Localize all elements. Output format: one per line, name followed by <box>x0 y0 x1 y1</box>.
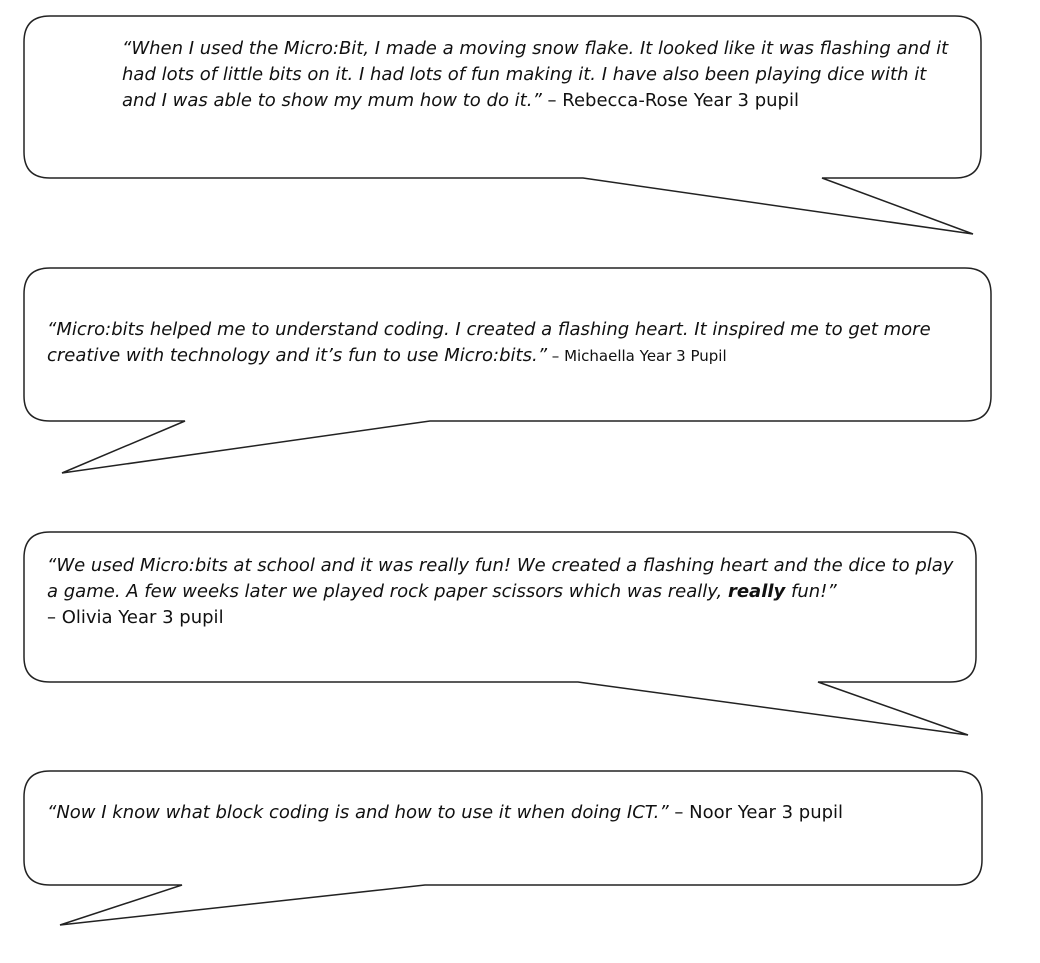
testimonial-rebecca-rose <box>122 36 958 114</box>
attribution: – Michaella Year 3 Pupil <box>547 347 727 365</box>
quote-emphasis: really <box>727 581 786 602</box>
testimonial-noor <box>47 800 967 826</box>
quote-text: “When I used the Micro:Bit, I made a moving snow flake. It looked like it was flashing and it had lots of little bits on it. I had lots of fun making it. I have also been playing dice with it and I was able to show my mum how to do it.” <box>122 38 949 111</box>
speech-bubble-2 <box>24 268 991 473</box>
attribution: – Olivia Year 3 pupil <box>47 607 224 628</box>
quote-text-end: fun!” <box>785 581 837 602</box>
testimonial-michaella <box>47 317 967 369</box>
quote-text: “Micro:bits helped me to understand coding. I created a flashing heart. It inspired me to get more creative with technology and it’s fun to use Micro:bits.” <box>47 319 931 366</box>
attribution: – Noor Year 3 pupil <box>668 802 844 823</box>
quote-text: “Now I know what block coding is and how to use it when doing ICT.” <box>47 802 669 823</box>
testimonial-olivia <box>47 553 962 631</box>
quote-text: “We used Micro:bits at school and it was really fun! We created a flashing heart and the dice to play a game. A few weeks later we played rock paper scissors which was really, <box>47 555 954 602</box>
attribution: – Rebecca-Rose Year 3 pupil <box>541 90 799 111</box>
speech-bubble-4 <box>24 771 982 925</box>
